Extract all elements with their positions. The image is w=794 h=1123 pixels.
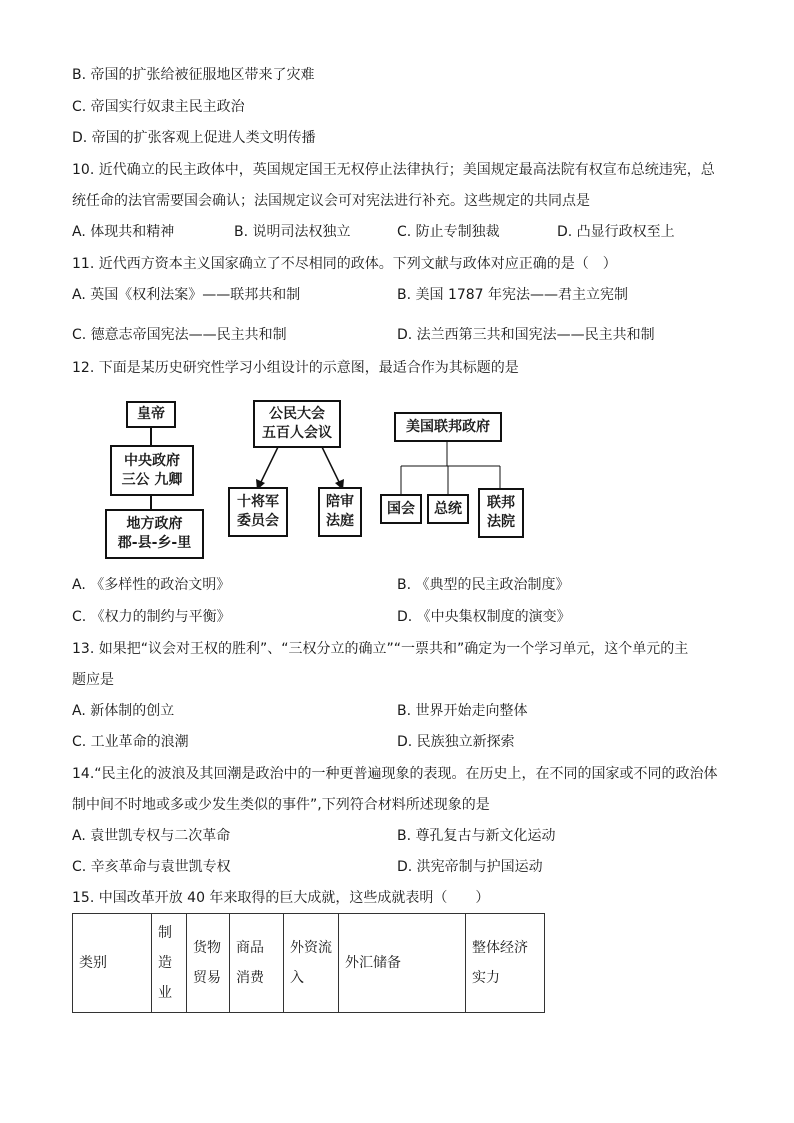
box-central-government: 中央政府 三公 九卿 xyxy=(110,445,194,496)
q10-option-d: D. 凸显行政权至上 xyxy=(557,224,675,240)
q13-stem-line1: 13. 如果把“议会对王权的胜利”、“三权分立的确立”“一票共和”确定为一个学习单元，这个单元的主 xyxy=(72,641,689,657)
q13-option-a: A. 新体制的创立 xyxy=(72,703,175,719)
arrow-assembly-jury xyxy=(322,447,340,484)
table-header-consumption: 商品消费 xyxy=(230,914,284,1013)
q9-option-c: C. 帝国实行奴隶主民主政治 xyxy=(72,99,245,115)
q13-option-c: C. 工业革命的浪潮 xyxy=(72,734,189,750)
q14-stem-line2: 制中间不时地或多或少发生类似的事件”,下列符合材料所述现象的是 xyxy=(72,797,490,813)
table-header-forex-reserves: 外汇储备 xyxy=(339,914,466,1013)
q9-option-d: D. 帝国的扩张客观上促进人类文明传播 xyxy=(72,130,316,146)
q12-option-a: A. 《多样性的政治文明》 xyxy=(72,577,231,593)
q13-options-row1 xyxy=(72,701,732,721)
q15-stem: 15. 中国改革开放 40 年来取得的巨大成就，这些成就表明（ ） xyxy=(72,890,490,906)
q12-option-d: D. 《中央集权制度的演变》 xyxy=(397,609,571,625)
q10-option-b: B. 说明司法权独立 xyxy=(234,224,351,240)
q10-option-a: A. 体现共和精神 xyxy=(72,224,175,240)
q11-option-d: D. 法兰西第三共和国宪法——民主共和制 xyxy=(397,327,655,343)
box-us-federal-government: 美国联邦政府 xyxy=(394,412,502,442)
q13-option-d: D. 民族独立新探索 xyxy=(397,734,515,750)
q12-options-row1 xyxy=(72,575,732,595)
q13-option-b: B. 世界开始走向整体 xyxy=(397,703,528,719)
q12-option-c: C. 《权力的制约与平衡》 xyxy=(72,609,231,625)
arrow-assembly-generals xyxy=(260,447,278,484)
q11-option-b: B. 美国 1787 年宪法——君主立宪制 xyxy=(397,287,629,303)
box-citizens-assembly: 公民大会 五百人会议 xyxy=(253,400,341,448)
box-congress: 国会 xyxy=(380,494,422,524)
q10-stem-line1: 10. 近代确立的民主政体中，英国规定国王无权停止法律执行；美国规定最高法院有权宣布总统违宪，总 xyxy=(72,162,715,178)
q14-option-b: B. 尊孔复古与新文化运动 xyxy=(397,828,556,844)
box-local-government: 地方政府 郡-县-乡-里 xyxy=(105,509,204,559)
table-header-category: 类别 xyxy=(73,914,152,1013)
q14-options-row2 xyxy=(72,857,732,877)
q15-table xyxy=(72,913,545,1013)
table-header-foreign-investment: 外资流入 xyxy=(284,914,339,1013)
q11-option-c: C. 德意志帝国宪法——民主共和制 xyxy=(72,327,287,343)
q13-options-row2 xyxy=(72,732,732,752)
box-president: 总统 xyxy=(427,494,469,524)
box-ten-generals: 十将军 委员会 xyxy=(228,487,288,537)
q11-stem: 11. 近代西方资本主义国家确立了不尽相同的政体。下列文献与政体对应正确的是（ ） xyxy=(72,256,617,272)
box-federal-court: 联邦 法院 xyxy=(478,488,524,538)
q9-option-b: B. 帝国的扩张给被征服地区带来了灾难 xyxy=(72,67,315,83)
q12-stem: 12. 下面是某历史研究性学习小组设计的示意图，最适合作为其标题的是 xyxy=(72,360,519,376)
q10-stem-line2: 统任命的法官需要国会确认；法国规定议会可对宪法进行补充。这些规定的共同点是 xyxy=(72,193,590,209)
q14-option-c: C. 辛亥革命与袁世凯专权 xyxy=(72,859,231,875)
box-jury-court: 陪审 法庭 xyxy=(318,487,362,537)
table-header-manufacturing: 制造业 xyxy=(152,914,187,1013)
table-header-economic-strength: 整体经济实力 xyxy=(466,914,545,1013)
q13-stem-line2: 题应是 xyxy=(72,672,114,688)
q12-option-b: B. 《典型的民主政治制度》 xyxy=(397,577,570,593)
q12-options-row2 xyxy=(72,607,732,627)
q14-stem-line1: 14.“民主化的波浪及其回潮是政治中的一种更普遍现象的表现。在历史上，在不同的国家或不同的政治体 xyxy=(72,766,718,782)
q14-options-row1 xyxy=(72,826,732,846)
box-emperor: 皇帝 xyxy=(126,401,176,428)
table-row xyxy=(73,914,545,1013)
table-header-goods-trade: 货物贸易 xyxy=(187,914,230,1013)
q14-option-d: D. 洪宪帝制与护国运动 xyxy=(397,859,543,875)
q14-option-a: A. 袁世凯专权与二次革命 xyxy=(72,828,231,844)
q10-option-c: C. 防止专制独裁 xyxy=(397,224,500,240)
q11-option-a: A. 英国《权利法案》——联邦共和制 xyxy=(72,287,301,303)
